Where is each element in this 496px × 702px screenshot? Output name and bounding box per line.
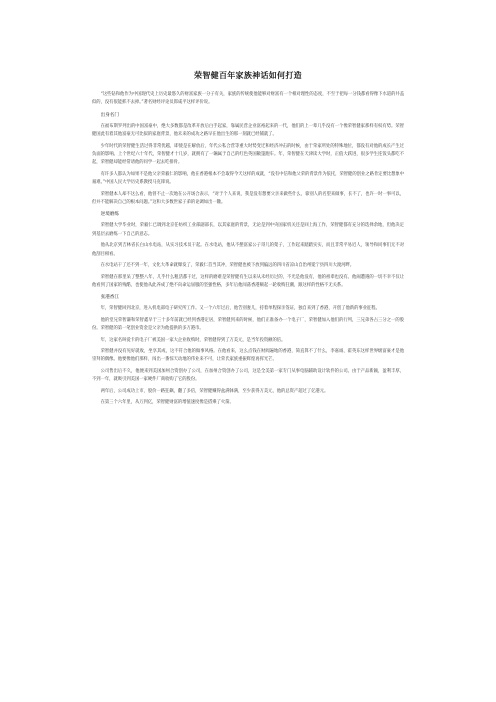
paragraph: 在福布斯罗列出的中国富豪中，绝大多数都是改革开放后白手起家，靠属民营企业富裕起来的一代，他们的上一辈几乎没有一个像荣智健家那样有权有势。荣智健国此有着其他富豪无可比拟的家庭背景，他未来的成功之路早在他出生的那一刻就已经铺就了。	[92, 123, 404, 138]
paragraph: 荣智健本人却不这么看，他曾不止一次地在公开场合表示，“对于个人来说，我是没有想要父亲来做些什么，靠别人的名望来做事，长不了，也许一时一事可以，但并不能解决自己的根本问题。”这和大多数世家子弟的论调如出一辙。	[92, 191, 404, 206]
paragraph: 他从北京到吉林省长白山水电站，从实习技术员干起。在水电站，他从不摆富家公子哥儿的架子，工作起来踏踏实实，而且非常平易近人，领导和同事们无不对他刮目相看。	[92, 243, 404, 257]
section-heading: 张港香江	[100, 295, 119, 301]
paragraph: 两年后，公司成功上市，股价一路狂飙，翻了多倍，荣智健赚得盆满钵满，至少获得万美元，他的总资产超过了亿港元。	[100, 388, 329, 394]
paragraph: 有许多人都认为如果不是他父亲荣毅仁的影响，他在香港根本不会取得今天这样的成就，“没有中信和他父荣的背景作为依托，荣智健的创业之路肯定要比想象中艰难。”中国人民大学历史系教授马克锋说。	[92, 171, 404, 186]
paragraph: 荣智健在那里呆了整整八年，几乎什么粗活都干过，这样的磨难是荣智健有生以来从未经历过的，不光是他没有，他的祖辈也没有。他闹遭遇的一切不幸不仅让他看到了国家的残酷，也使他从此养成了绝不向命运屈服的坚强性格，多年后他闯荡香港颇起一轮收购狂潮，跟这样的性格不无关系。	[92, 274, 404, 288]
paragraph: “这些钻和他作为中国现代史上历史最悠久的财富家族一分子有关，家族的传统使他能够对财富有一个相对理性的态度，不至于把每一分钱都看得像下水道的井盖似的，没有很能抓不去掉。”著名财经评论员郎咸平这样评价说。	[92, 92, 404, 106]
paragraph: 年，这家名叫爱卡的电子厂被美国一家大企业收购时，荣智健得到了万美元，是当年投资额的倍。	[100, 337, 286, 343]
paragraph: 在第三个六年里，从万到亿，荣智健财富的增值速度像是搭乘了火箭。	[100, 399, 234, 405]
paragraph: 荣智健大学毕业时，荣毅仁已调到北京任纺织工业部副部长，以其家庭的背景，无论是到中央国家机关还是回上海工作，荣智健都有充分的选择余地，但他决定到基层去磨练一下自己的意志。	[92, 223, 404, 237]
document-body	[92, 91, 404, 407]
document-title: 荣智健百年家族神话如何打造	[194, 71, 302, 80]
paragraph: 他的堂兄荣智谦和荣智鑫早于三十多年前就已经到香港定居，荣智健到来的时候，他们正准备办一个电子厂，荣智健加入他们的行列，三兄弟各占三分之一的股份。荣智健的第一笔创业资金是父亲为他提供的多万港币。	[92, 317, 404, 332]
paragraph: 少年时代的荣智健生活过得非常优越，即使是在解放后，年代公私合营等重大时势变迁和经济冲击的时候，由于荣家所处的特殊地位，都没有对他的成长产生过负面的影响。上个世纪六十年代，荣智健才十几岁，就拥有了一辆属于自己的红色英国敞篷跑车。年，荣智健在天津读大学时，正值大跃进，很多学生连饭头都吃不起，荣智健却能经常请他的同学一起去吃排骨。	[92, 143, 404, 166]
section-heading: 逆境磨练	[100, 212, 119, 218]
paragraph: 公司售出后不久，他便来到美国加州合资创办了公司，在加州合资创办了公司，这是全美第一家专门从事电脑辅助设计软件的公司。由于产品新颖，盈利丰厚，不到一年，就吸引到美国一家硬件厂商收购了它的股份。	[92, 368, 404, 383]
paragraph: 年，荣智健回到北京，进入机电部电子研究所工作。又一个六年过后，他告别妻儿，持着单程探亲签证，独自来到了香港，开创了他新的事业征程。	[100, 306, 380, 312]
paragraph: 在水电站干了还不到一年，文化大革命就爆发了，荣毅仁首当其冲，荣智健也被下放到偏远的四川省凉山自治州冕宁县四川大渡河畔。	[100, 263, 355, 269]
section-heading: 出身名门	[100, 112, 119, 118]
paragraph: 荣智健并没有见好就收，坐享其成，这不符合他的做事风格。在他看来，这么点钱在财阀遍地的香港，简直算不了什么，李嘉诚、霍英东这样世界级富豪才是他崇拜的偶像。他要像他们那样，闯出一番惊天动地的伟业来不可，让荣氏家族重振辉煌再挥光芒。	[92, 348, 404, 363]
